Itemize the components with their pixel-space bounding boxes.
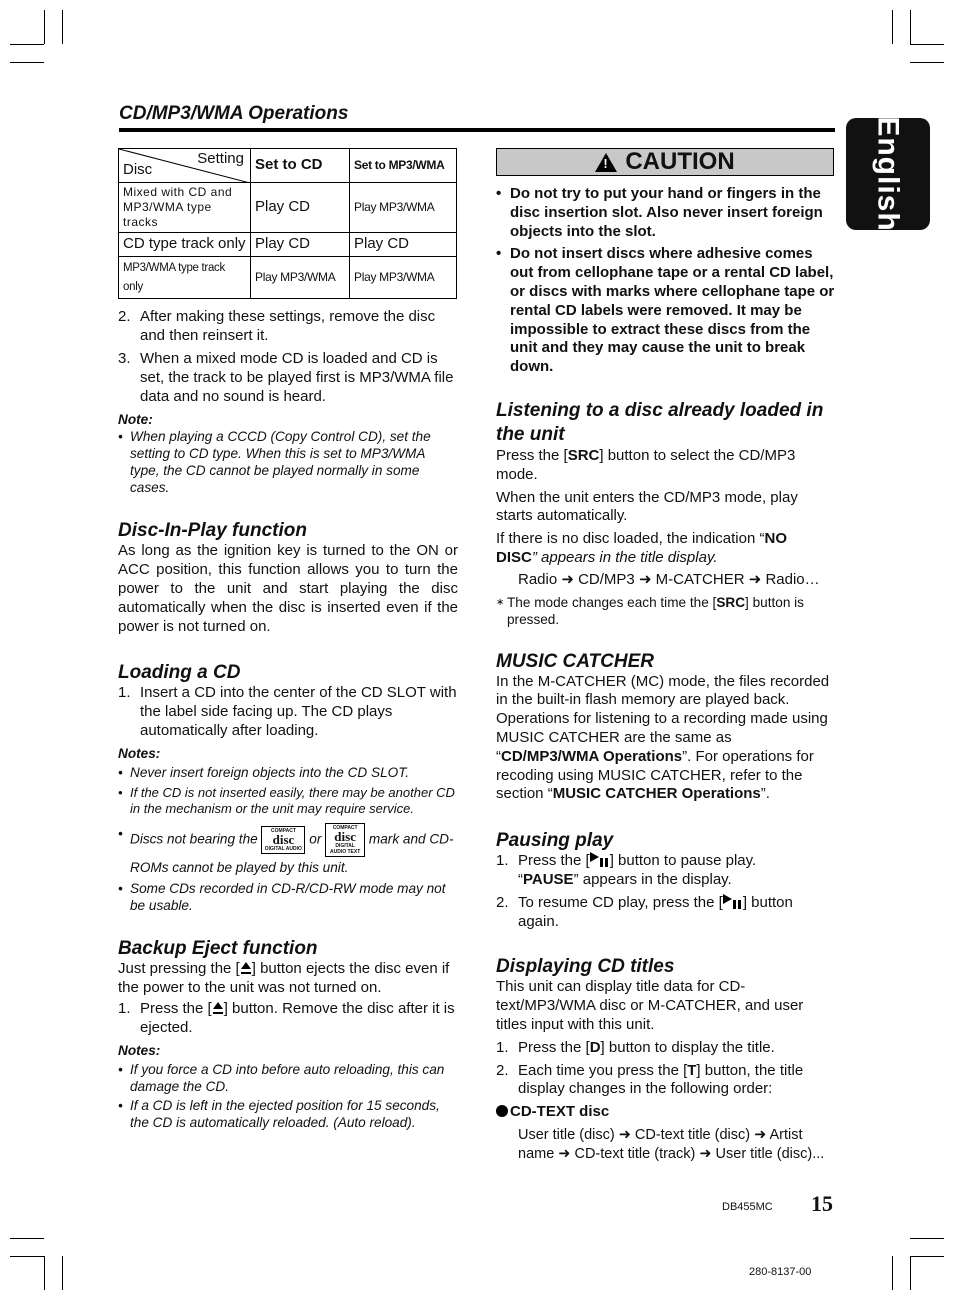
warning-icon <box>595 153 617 172</box>
step-item: 1. Press the [ ] button to pause play. “PAUSE” appears in the display. <box>496 852 757 888</box>
table-cell-set-mp3: Play CD <box>350 233 457 257</box>
header-set-cd: Set to CD <box>251 149 350 183</box>
header-disc: Disc <box>123 161 153 179</box>
crop-mark <box>910 10 911 44</box>
listening-title: Listening to a disc already loaded in the unit <box>496 399 824 445</box>
caution-item: • Do not insert discs where adhesive comes out from cellophane tape or a rental CD label, or discs with marks where cellophane tape or rental CD labels were removed. It may be impossible to extract these discs from the unit and they may cause the unit to break down. <box>496 245 835 376</box>
table-cell-set-cd: Play MP3/WMA <box>251 256 350 299</box>
note-text: Discs not bearing the <box>130 831 258 847</box>
notes-label: Notes: <box>118 745 161 761</box>
caution-text: Do not try to put your hand or fingers in the disc insertion slot. Also never insert foreign objects into the slot. <box>510 185 823 240</box>
step-item <box>118 1000 458 1038</box>
music-catcher-body: In the M-CATCHER (MC) mode, the files recorded in the built-in flash memory are played back. Operations for listening to a recording made using MUSIC CATCHER are the same as “CD/MP3/WMA Operations”. For operations for recoding using MUSIC CATCHER, refer to the section “MUSIC CATCHER Operations”. <box>496 672 830 803</box>
compact-disc-logo-icon: COMPACT disc DIGITAL AUDIO <box>261 826 305 854</box>
step-number: 1. <box>118 1000 131 1018</box>
table-corner-cell <box>119 149 251 183</box>
note-item: • Never insert foreign objects into the CD SLOT. <box>118 764 410 780</box>
play-pause-icon <box>723 894 743 909</box>
caution-text: Do not insert discs where adhesive comes out from cellophane tape or a rental CD label, or discs with marks where cellophane tape or rental CD labels were removed. It may be impossible to extract these discs from the unit and they may cause the unit to break down. <box>510 245 835 376</box>
disc-in-play-title: Disc-In-Play function <box>118 520 307 542</box>
caution-item: • Do not try to put your hand or fingers in the disc insertion slot. Also never insert foreign objects into the slot. <box>496 185 836 241</box>
note-item: • If a CD is left in the ejected position for 15 seconds, the CD is automatically reloaded. (Auto reload). <box>118 1097 458 1131</box>
step-item: 2. To resume CD play, press the [ ] button again. <box>496 894 836 932</box>
settings-table <box>118 148 457 299</box>
music-catcher-title: MUSIC CATCHER <box>496 650 654 672</box>
table-cell-set-mp3: Play MP3/WMA <box>350 183 457 233</box>
crop-mark <box>910 1238 944 1239</box>
title-rule <box>119 128 835 132</box>
note-text: mark and CD-ROMs cannot be played by this unit. <box>130 831 454 875</box>
note-text: If a CD is left in the ejected position for 15 seconds, the CD is automatically reloaded. (Auto reload). <box>130 1097 440 1130</box>
listening-p2: When the unit enters the CD/MP3 mode, play starts automatically. <box>496 488 798 525</box>
table-cell-set-mp3: Play MP3/WMA <box>350 256 457 299</box>
step-number: 2. <box>118 308 131 326</box>
note-label: Note: <box>118 412 153 428</box>
displaying-titles-title: Displaying CD titles <box>496 956 675 978</box>
crop-mark <box>10 1256 44 1257</box>
crop-mark <box>910 1256 911 1290</box>
bullet-icon <box>496 1105 508 1117</box>
table-cell-set-cd: Play CD <box>251 183 350 233</box>
step-text: To resume CD play, press the [ ] button again. <box>518 893 793 930</box>
notes-label: Notes: <box>118 1042 161 1058</box>
crop-mark <box>910 1256 944 1257</box>
note-item: • When playing a CCCD (Copy Control CD), set the setting to CD type. When this is set to MP3/WMA type, the CD cannot be played normally in some cases. <box>118 428 458 496</box>
note-item: • Discs not bearing the COMPACT disc DIGITAL AUDIO or COMPACT disc DIGITAL AUDIO TEXT mark and CD-ROMs cannot be played by this unit. <box>118 824 454 875</box>
table-cell-set-cd: Play CD <box>251 233 350 257</box>
table-cell-disc: CD type track only <box>119 233 251 257</box>
note-text: Some CDs recorded in CD-R/CD-RW mode may not be usable. <box>130 880 446 913</box>
loading-title: Loading a CD <box>118 662 241 684</box>
crop-mark <box>910 44 944 45</box>
part-number: 280-8137-00 <box>749 1266 812 1278</box>
cd-text-label: CD-TEXT disc <box>496 1103 836 1122</box>
table-cell-disc: MP3/WMA type track only <box>119 256 251 299</box>
crop-mark <box>10 62 44 63</box>
step-text: Insert a CD into the center of the CD SLOT with the label side facing up. The CD plays automatically after loading. <box>140 684 457 739</box>
note-text: If you force a CD into before auto reloading, this can damage the CD. <box>130 1061 445 1094</box>
language-tab <box>846 118 930 230</box>
crop-mark <box>44 10 45 44</box>
note-text: or <box>309 831 322 847</box>
crop-mark <box>62 1256 63 1290</box>
eject-icon <box>240 962 252 974</box>
caution-title: CAUTION <box>625 147 735 175</box>
note-text: When playing a CCCD (Copy Control CD), set the setting to CD type. When this is set to MP3/WMA type, the CD cannot be played normally in some cases. <box>130 429 431 496</box>
backup-eject-body: Just pressing the [ ] button ejects the disc even if the power to the unit was not turned on. <box>118 959 450 996</box>
cd-text-order: User title (disc) ➜ CD-text title (disc) ➜ Artist name ➜ CD-text title (track) ➜ User title (disc)... <box>518 1126 825 1162</box>
step-item <box>118 308 458 346</box>
eject-icon <box>212 1002 224 1014</box>
listening-p3: If there is no disc loaded, the indication “NO DISC” appears in the title display. <box>496 530 787 566</box>
play-pause-icon <box>590 852 610 867</box>
left-column <box>118 148 458 1131</box>
crop-mark <box>910 62 944 63</box>
crop-mark <box>44 1256 45 1290</box>
crop-mark <box>892 1256 893 1290</box>
displaying-titles-body: This unit can display title data for CD-text/MP3/WMA disc or M-CATCHER, and user titles input with this unit. <box>496 978 804 1033</box>
language-tab-label: English <box>872 116 905 232</box>
step-text: After making these settings, remove the disc and then reinsert it. <box>140 308 436 345</box>
step-number: 1. <box>118 684 131 702</box>
note-item: • If the CD is not inserted easily, there may be another CD in the mechanism or the unit may require service. <box>118 785 458 817</box>
model-number: DB455MC <box>722 1201 773 1213</box>
right-column <box>496 148 836 1163</box>
crop-mark <box>892 10 893 44</box>
mode-cycle: Radio ➜ CD/MP3 ➜ M-CATCHER ➜ Radio… <box>518 570 820 588</box>
caution-header <box>496 148 834 176</box>
step-text: Press the [ ] button to pause play. “PAUSE” appears in the display. <box>518 852 757 888</box>
step-item: 1. Press the [D] button to display the title. <box>496 1038 775 1056</box>
crop-mark <box>10 1238 44 1239</box>
page-number: 15 <box>811 1191 833 1216</box>
disc-in-play-body: As long as the ignition key is turned to the ON or ACC position, this function allows you to turn the power to the unit and start playing the disc automatically when the disc is inserted even if the power is not turned on. <box>118 542 458 635</box>
section-title: CD/MP3/WMA Operations <box>119 103 349 124</box>
pausing-title: Pausing play <box>496 830 614 852</box>
header-setting: Setting <box>197 150 244 167</box>
step-text: Press the [D] button to display the title. <box>518 1038 775 1056</box>
note-text: If the CD is not inserted easily, there may be another CD in the mechanism or the unit may require service. <box>130 784 455 816</box>
note-text: Never insert foreign objects into the CD SLOT. <box>130 764 410 780</box>
step-item <box>118 350 458 406</box>
footnote: ∗ The mode changes each time the [SRC] button is pressed. <box>496 594 804 627</box>
step-text: Each time you press the [T] button, the title display changes in the following order: <box>518 1061 804 1098</box>
crop-mark <box>10 44 44 45</box>
step-item: 2. Each time you press the [T] button, the title display changes in the following order: <box>496 1062 836 1100</box>
header-set-mp3: Set to MP3/WMA <box>350 149 457 183</box>
backup-eject-title: Backup Eject function <box>118 937 318 959</box>
compact-disc-text-logo-icon: COMPACT disc DIGITAL AUDIO TEXT <box>325 823 365 857</box>
note-item: • If you force a CD into before auto reloading, this can damage the CD. <box>118 1061 458 1095</box>
table-cell-disc: Mixed with CD and MP3/WMA type tracks <box>119 183 251 233</box>
step-number: 3. <box>118 349 131 367</box>
step-item <box>118 684 458 740</box>
step-text: Press the [ ] button. Remove the disc after it is ejected. <box>140 1000 455 1037</box>
crop-mark <box>62 10 63 44</box>
note-item: • Some CDs recorded in CD-R/CD-RW mode may not be usable. <box>118 880 458 914</box>
step-text: When a mixed mode CD is loaded and CD is set, the track to be played first is MP3/WMA file data and no sound is heard. <box>140 349 454 405</box>
listening-p1: Press the [SRC] button to select the CD/MP3 mode. <box>496 446 796 483</box>
